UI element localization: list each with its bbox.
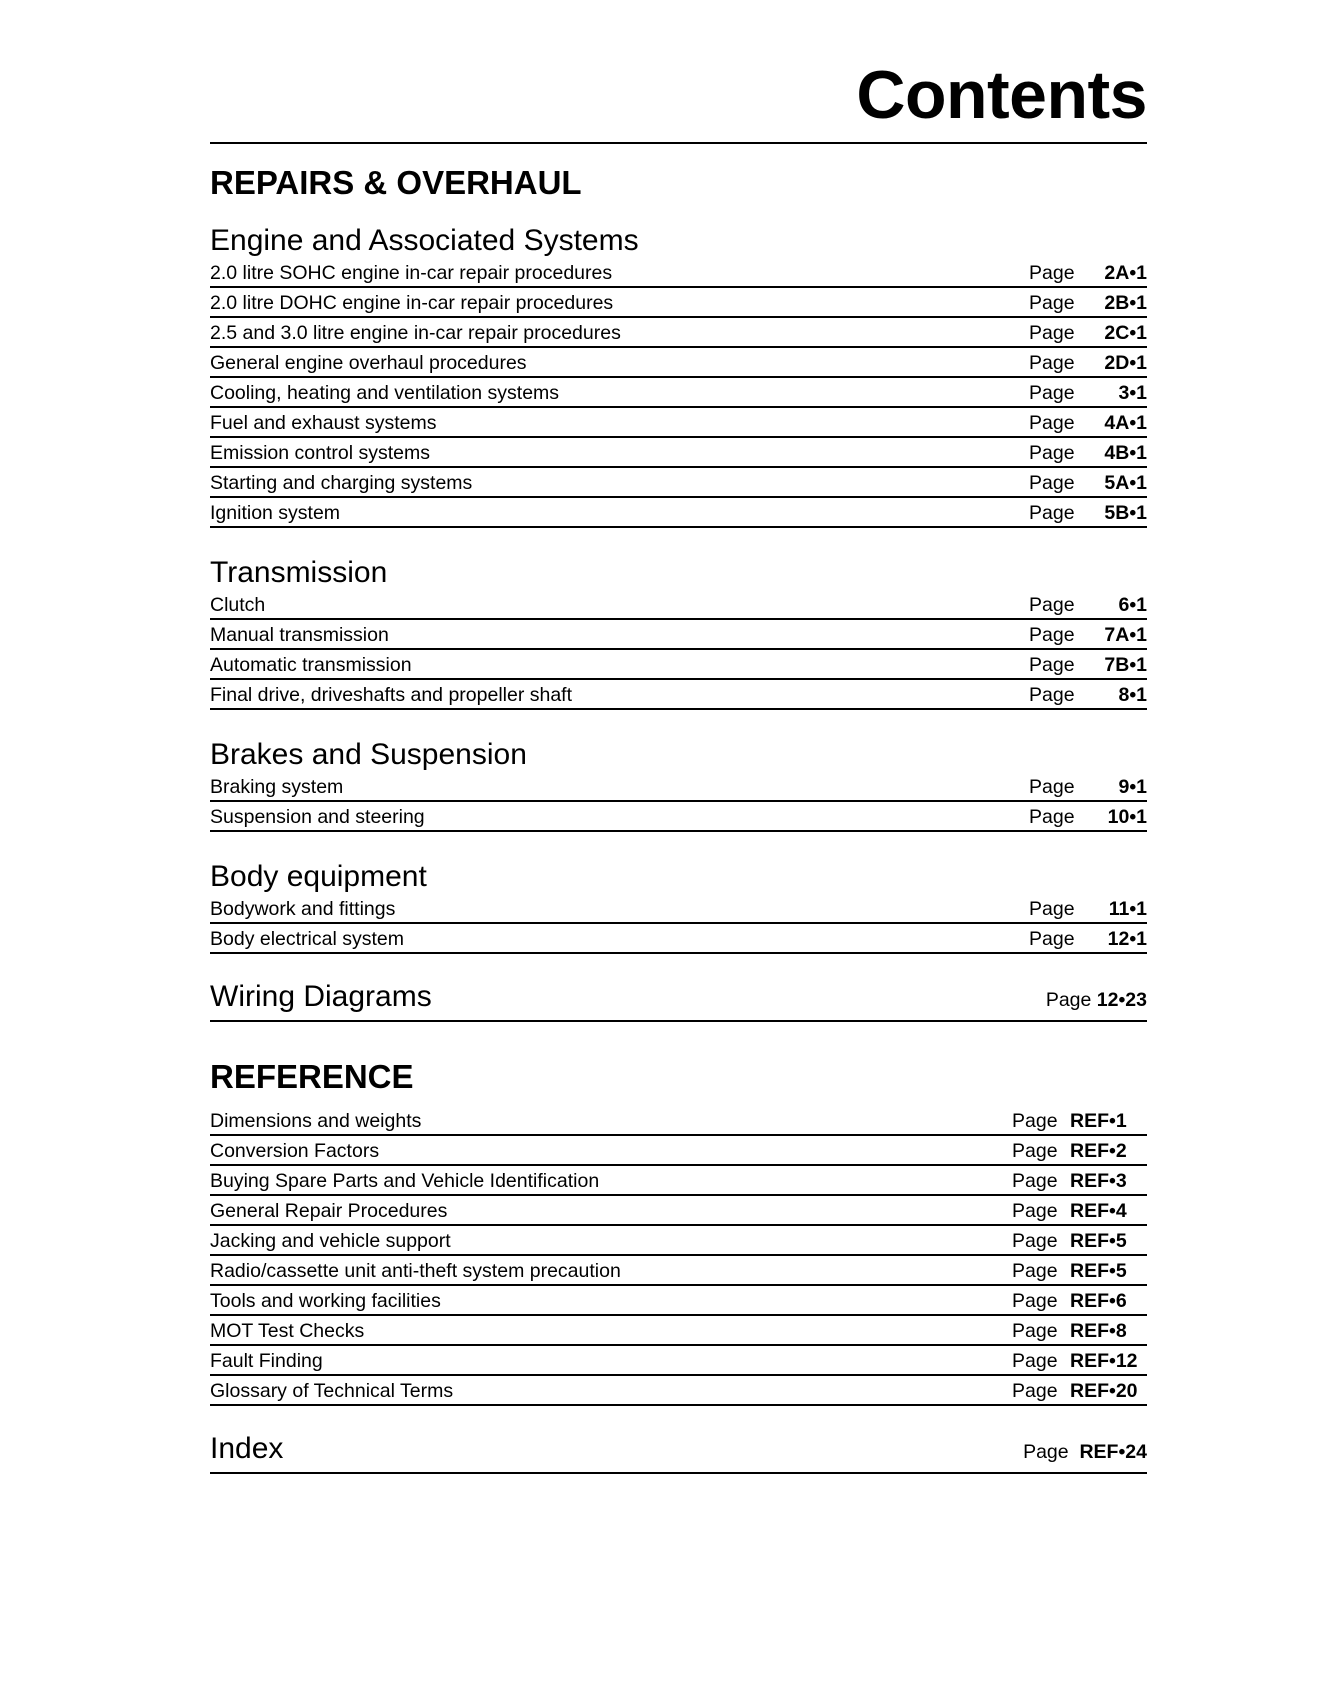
toc-entry[interactable] — [210, 1376, 1147, 1406]
toc-entry-label: Tools and working facilities — [210, 1290, 441, 1312]
toc-entry[interactable] — [210, 348, 1147, 378]
page-word: Page — [1012, 1230, 1058, 1252]
toc-entry[interactable] — [210, 924, 1147, 954]
page-number: 5A•1 — [1104, 472, 1147, 494]
toc-entry[interactable] — [210, 288, 1147, 318]
toc-entry[interactable] — [210, 378, 1147, 408]
toc-entry[interactable] — [210, 408, 1147, 438]
toc-entry[interactable] — [210, 590, 1147, 620]
page-number: REF•6 — [1070, 1290, 1127, 1312]
toc-entry[interactable] — [210, 1106, 1147, 1136]
section-heading: Wiring Diagrams — [210, 980, 432, 1013]
toc-entry-label: Clutch — [210, 594, 266, 616]
page-word: Page — [1029, 928, 1075, 950]
page-number: REF•8 — [1070, 1320, 1127, 1342]
toc-entry-label: MOT Test Checks — [210, 1320, 365, 1342]
page-number: 4A•1 — [1104, 412, 1147, 434]
toc-entry[interactable] — [210, 1316, 1147, 1346]
page-word: Page — [1012, 1260, 1058, 1282]
page-word: Page — [1029, 624, 1075, 646]
section-transmission — [210, 556, 1147, 710]
page-number: 2B•1 — [1104, 292, 1147, 314]
page-number: REF•4 — [1070, 1200, 1127, 1222]
toc-entry[interactable] — [210, 1346, 1147, 1376]
toc-entry-index[interactable] — [210, 1432, 1147, 1474]
page-number: REF•5 — [1070, 1260, 1127, 1282]
page-number: 2C•1 — [1104, 322, 1147, 344]
page-number: 7A•1 — [1104, 624, 1147, 646]
repairs-heading: REPAIRS & OVERHAUL — [210, 164, 582, 201]
page-word: Page — [1012, 1380, 1058, 1402]
page-word: Page — [1029, 382, 1075, 404]
page-number: REF•5 — [1070, 1230, 1127, 1252]
section-heading: Transmission — [210, 556, 388, 589]
page-number: 6•1 — [1118, 594, 1147, 616]
page-number: REF•3 — [1070, 1170, 1127, 1192]
page-word: Page — [1029, 442, 1075, 464]
page-number: 5B•1 — [1104, 502, 1147, 524]
toc-entry[interactable] — [210, 468, 1147, 498]
toc-entry-label: General engine overhaul procedures — [210, 352, 527, 374]
page-word: Page — [1029, 322, 1075, 344]
toc-entry[interactable] — [210, 1196, 1147, 1226]
page-word: Page — [1029, 352, 1075, 374]
page-word: Page — [1012, 1290, 1058, 1312]
page-number: 2A•1 — [1104, 262, 1147, 284]
page-word: Page — [1029, 292, 1075, 314]
page-word: Page — [1029, 776, 1075, 798]
section-heading: Index — [210, 1432, 284, 1465]
toc-entry-label: Radio/cassette unit anti-theft system precaution — [210, 1260, 621, 1282]
toc-entry[interactable] — [210, 1286, 1147, 1316]
toc-entry-label: Braking system — [210, 776, 344, 798]
toc-entry-label: Glossary of Technical Terms — [210, 1380, 454, 1402]
page-number: REF•24 — [1079, 1441, 1147, 1463]
section-brakes — [210, 738, 1147, 832]
page-word: Page — [1012, 1350, 1058, 1372]
toc-entry[interactable] — [210, 258, 1147, 288]
contents-page — [210, 0, 1147, 1474]
page-word: Page — [1029, 654, 1075, 676]
toc-entry-label: Emission control systems — [210, 442, 430, 464]
toc-entry-label: Body electrical system — [210, 928, 404, 950]
toc-entry[interactable] — [210, 1256, 1147, 1286]
toc-entry-label: 2.0 litre SOHC engine in-car repair procedures — [210, 262, 613, 284]
page-number: 12•1 — [1107, 928, 1147, 950]
toc-entry-label: Fuel and exhaust systems — [210, 412, 437, 434]
section-engine — [210, 224, 1147, 528]
page-word: Page — [1012, 1110, 1058, 1132]
toc-entry-label: General Repair Procedures — [210, 1200, 448, 1222]
page-number: REF•1 — [1070, 1110, 1127, 1132]
toc-list — [210, 258, 1147, 528]
page-number: REF•20 — [1070, 1380, 1138, 1402]
toc-entry[interactable] — [210, 802, 1147, 832]
toc-entry-label: Conversion Factors — [210, 1140, 380, 1162]
page-number: 8•1 — [1118, 684, 1147, 706]
page-number: 2D•1 — [1104, 352, 1147, 374]
section-heading: Brakes and Suspension — [210, 738, 527, 771]
page-number: 12•23 — [1096, 989, 1147, 1011]
toc-entry-label: Ignition system — [210, 502, 341, 524]
page-word: Page — [1029, 262, 1075, 284]
toc-entry[interactable] — [210, 318, 1147, 348]
toc-entry-label: Bodywork and fittings — [210, 898, 396, 920]
toc-entry-label: Cooling, heating and ventilation systems — [210, 382, 560, 404]
section-heading: Body equipment — [210, 860, 427, 893]
toc-entry[interactable] — [210, 620, 1147, 650]
toc-entry-label: Manual transmission — [210, 624, 389, 646]
toc-list — [210, 1106, 1147, 1406]
toc-entry[interactable] — [210, 772, 1147, 802]
toc-entry-label: Jacking and vehicle support — [210, 1230, 451, 1252]
toc-entry-label: Automatic transmission — [210, 654, 412, 676]
page-word: Page — [1029, 594, 1075, 616]
toc-list — [210, 590, 1147, 710]
toc-entry[interactable] — [210, 1226, 1147, 1256]
page-word: Page — [1029, 412, 1075, 434]
toc-entry[interactable] — [210, 1166, 1147, 1196]
toc-list — [210, 772, 1147, 832]
page-number: REF•12 — [1070, 1350, 1138, 1372]
toc-entry[interactable] — [210, 894, 1147, 924]
toc-entry-label: Dimensions and weights — [210, 1110, 422, 1132]
toc-entry-label: Starting and charging systems — [210, 472, 473, 494]
page-number: 3•1 — [1118, 382, 1147, 404]
section-body — [210, 860, 1147, 954]
title-rule — [210, 142, 1147, 144]
page-number: 4B•1 — [1104, 442, 1147, 464]
page-word: Page — [1029, 472, 1075, 494]
page-number: 10•1 — [1107, 806, 1147, 828]
toc-list — [210, 894, 1147, 954]
toc-entry-label: Fault Finding — [210, 1350, 323, 1372]
toc-entry-label: Suspension and steering — [210, 806, 425, 828]
toc-entry[interactable] — [210, 498, 1147, 528]
reference-heading: REFERENCE — [210, 1058, 414, 1095]
page-word: Page — [1029, 806, 1075, 828]
page-word: Page — [1012, 1170, 1058, 1192]
toc-entry[interactable] — [210, 438, 1147, 468]
page-word: Page — [1012, 1200, 1058, 1222]
page-number: 11•1 — [1108, 898, 1147, 920]
toc-entry-label: Buying Spare Parts and Vehicle Identification — [210, 1170, 600, 1192]
page-word: Page — [1029, 898, 1075, 920]
toc-entry-label: 2.0 litre DOHC engine in-car repair procedures — [210, 292, 614, 314]
page-ref: Page REF•24 — [1023, 1441, 1147, 1463]
page-word: Page — [1012, 1140, 1058, 1162]
section-heading: Engine and Associated Systems — [210, 224, 639, 257]
toc-entry-wiring[interactable] — [210, 980, 1147, 1022]
page-number: REF•2 — [1070, 1140, 1127, 1162]
toc-entry[interactable] — [210, 650, 1147, 680]
page-ref: Page 12•23 — [1045, 989, 1147, 1011]
toc-entry[interactable] — [210, 1136, 1147, 1166]
page-number: 9•1 — [1118, 776, 1147, 798]
page-word: Page — [1029, 684, 1075, 706]
page-word: Page — [1029, 502, 1075, 524]
toc-entry-label: Final drive, driveshafts and propeller shaft — [210, 684, 573, 706]
page-number: 7B•1 — [1104, 654, 1147, 676]
toc-entry[interactable] — [210, 680, 1147, 710]
page-word: Page — [1012, 1320, 1058, 1342]
toc-entry-label: 2.5 and 3.0 litre engine in-car repair procedures — [210, 322, 621, 344]
page-title: Contents — [856, 57, 1147, 133]
